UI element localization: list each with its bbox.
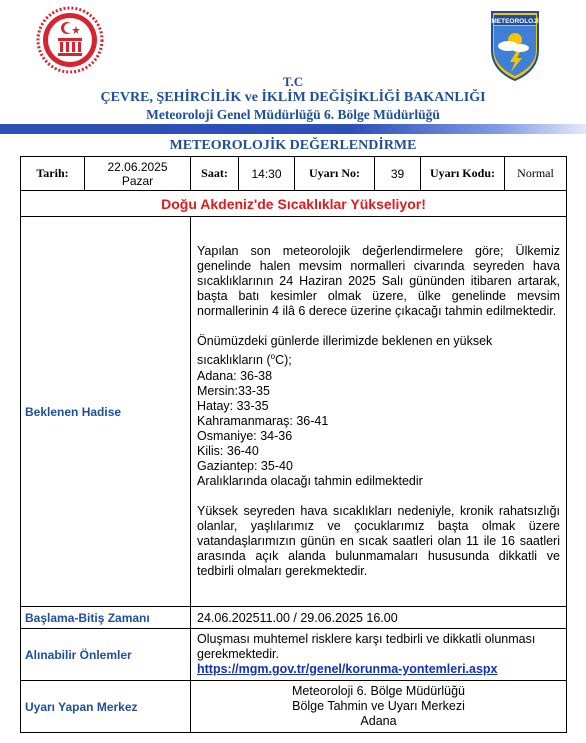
expected-row [21,217,567,607]
temp-item: Hatay: 33-35 [197,398,269,413]
ministry-seal-logo [36,6,104,74]
ministry-name: ÇEVRE, ŞEHİRCİLİK ve İKLİM DEĞİŞİKLİĞİ BAKANLIĞI [100,90,486,105]
center-line2: Bölge Tahmin ve Uyarı Merkezi [292,699,465,713]
temps-intro-end: C); [275,353,292,368]
expected-label: Beklenen Hadise [21,217,191,607]
temps-outro: Aralıklarında olacağı tahmin edilmektedir [197,473,423,488]
center-row [21,681,567,733]
directorate-name: Meteoroloji Genel Müdürlüğü 6. Bölge Müdürlüğü [146,107,440,122]
center-line3: Adana [360,714,397,728]
date-value: 22.06.2025 [107,159,168,174]
document-title: METEOROLOJİK DEĞERLENDİRME [169,138,417,153]
period-label: Başlama-Bitiş Zamanı [21,607,191,629]
measures-row [21,629,567,681]
header-tc: T.C [282,74,304,89]
date-cell [85,157,191,191]
page-header [0,0,586,130]
temp-item: Mersin:33-35 [197,383,270,398]
temps-intro: Önümüzdeki günlerde illerimizde beklenen en yüksek sıcaklıkların ( [197,334,493,368]
advice-text: Yüksek seyreden hava sıcaklıkları nedeniyle, kronik rahatsızlığı olanlar, yaşlılarımız ve çocuklarımız başta olmak üzere vatandaşlarımızın günün en sıcak saatleri olan 11 ile 16 saatleri arasında açık alanda bulunmamaları hususunda dikkatli ve tedbirli olmaları gerekmektedir. [197,503,560,578]
measures-label: Alınabilir Önlemler [21,629,191,681]
warning-code-value: Normal [505,157,567,191]
temps-intro-line [197,334,560,368]
center-label: Uyarı Yapan Merkez [21,681,191,733]
temp-item: Adana: 36-38 [197,368,273,383]
center-content [191,681,567,733]
alert-title-row [21,191,567,217]
svg-text:METEOROLOJİ: METEOROLOJİ [491,18,539,25]
center-line1: Meteoroloji 6. Bölge Müdürlüğü [291,684,466,698]
warning-no-value: 39 [375,157,421,191]
temp-item: Kilis: 36-40 [197,443,259,458]
alert-title: Doğu Akdeniz'de Sıcaklıklar Yükseliyor! [21,191,567,217]
measures-content [191,629,567,681]
measures-text: Oluşması muhtemel risklere karşı tedbirli ve dikkatli olunması gerekmektedir. [197,632,536,661]
warning-table [20,156,567,733]
info-row [21,157,567,191]
expected-intro: Yapılan son meteorolojik değerlendirmelere göre; Ülkemiz genelinde halen mevsim normalleri civarında seyreden hava sıcaklıklarının 24 Haziran 2025 Salı gününden itibaren artarak, başta batı kesimler olmak üzere, ülke genelinde mevsim normallerinin 4 ilâ 6 derece üzerine çıkacağı tahmin edilmektedir. [197,244,560,319]
degree-sign: o [270,352,276,362]
warning-no-label: Uyarı No: [295,157,375,191]
period-row [21,607,567,629]
meteorology-shield-logo [490,10,540,82]
day-value: Pazar [121,173,154,188]
time-label: Saat: [191,157,239,191]
warning-code-label: Uyarı Kodu: [421,157,505,191]
temp-item: Kahramanmaraş: 36-41 [197,413,329,428]
header-gradient-bar [0,124,586,134]
temp-item: Osmaniye: 34-36 [197,428,293,443]
measures-link[interactable]: https://mgm.gov.tr/genel/korunma-yontemleri.aspx [197,662,498,676]
temp-item: Gaziantep: 35-40 [197,458,293,473]
date-label: Tarih: [21,157,85,191]
period-value: 24.06.202511.00 / 29.06.2025 16.00 [191,607,567,629]
expected-content [191,217,567,607]
time-value: 14:30 [239,157,295,191]
